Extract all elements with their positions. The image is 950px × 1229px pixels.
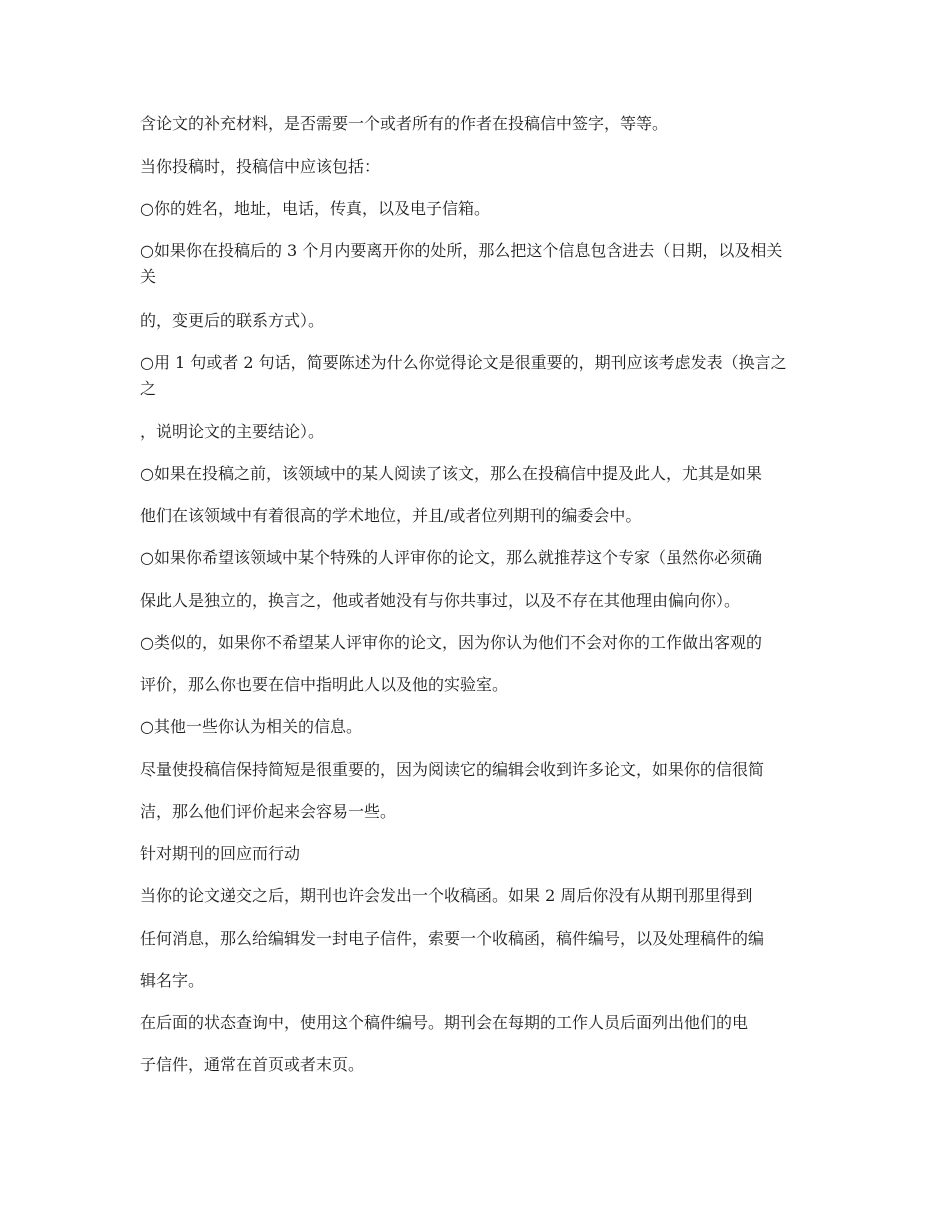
text-line: ○如果你在投稿后的 3 个月内要离开你的处所，那么把这个信息包含进去（日期，以及相关 <box>140 241 783 260</box>
section-heading: 针对期刊的回应而行动 <box>140 844 301 863</box>
text-line: 当你的论文递交之后，期刊也许会发出一个收稿函。如果 2 周后你没有从期刊那里得到 <box>140 886 753 905</box>
text-line: 任何消息，那么给编辑发一封电子信件，索要一个收稿函，稿件编号，以及处理稿件的编 <box>140 929 765 948</box>
text-line: ○其他一些你认为相关的信息。 <box>140 717 362 736</box>
text-line: ○用 1 句或者 2 句话，简要陈述为什么你觉得论文是很重要的，期刊应该考虑发表（换言之 <box>140 353 787 372</box>
text-line: 评价，那么你也要在信中指明此人以及他的实验室。 <box>140 675 509 694</box>
text-line: 洁，那么他们评价起来会容易一些。 <box>140 802 397 821</box>
text-line: 当你投稿时，投稿信中应该包括： <box>140 157 381 176</box>
text-line: 关 <box>140 267 157 286</box>
text-line: 尽量使投稿信保持简短是很重要的，因为阅读它的编辑会收到许多论文，如果你的信很简 <box>140 760 765 779</box>
text-line: 保此人是独立的，换言之，他或者她没有与你共事过，以及不存在其他理由偏向你）。 <box>140 591 741 610</box>
text-line: 含论文的补充材料，是否需要一个或者所有的作者在投稿信中签字，等等。 <box>140 114 669 133</box>
text-line: ○你的姓名，地址，电话，传真，以及电子信箱。 <box>140 199 490 218</box>
text-line: ○如果在投稿之前，该领域中的某人阅读了该文，那么在投稿信中提及此人，尤其是如果 <box>140 464 762 483</box>
text-line: ○如果你希望该领域中某个特殊的人评审你的论文，那么就推荐这个专家（虽然你必须确 <box>140 548 762 567</box>
text-line: ，说明论文的主要结论）。 <box>140 422 325 441</box>
text-line: 在后面的状态查询中，使用这个稿件编号。期刊会在每期的工作人员后面列出他们的电 <box>140 1013 749 1032</box>
text-line: 的，变更后的联系方式）。 <box>140 311 325 330</box>
text-line: 子信件，通常在首页或者末页。 <box>140 1055 365 1074</box>
text-line: 之 <box>140 379 157 398</box>
text-line: ○类似的，如果你不希望某人评审你的论文，因为你认为他们不会对你的工作做出客观的 <box>140 633 762 652</box>
text-line: 他们在该领域中有着很高的学术地位，并且/或者位列期刊的编委会中。 <box>140 506 642 525</box>
text-line: 辑名字。 <box>140 971 205 990</box>
